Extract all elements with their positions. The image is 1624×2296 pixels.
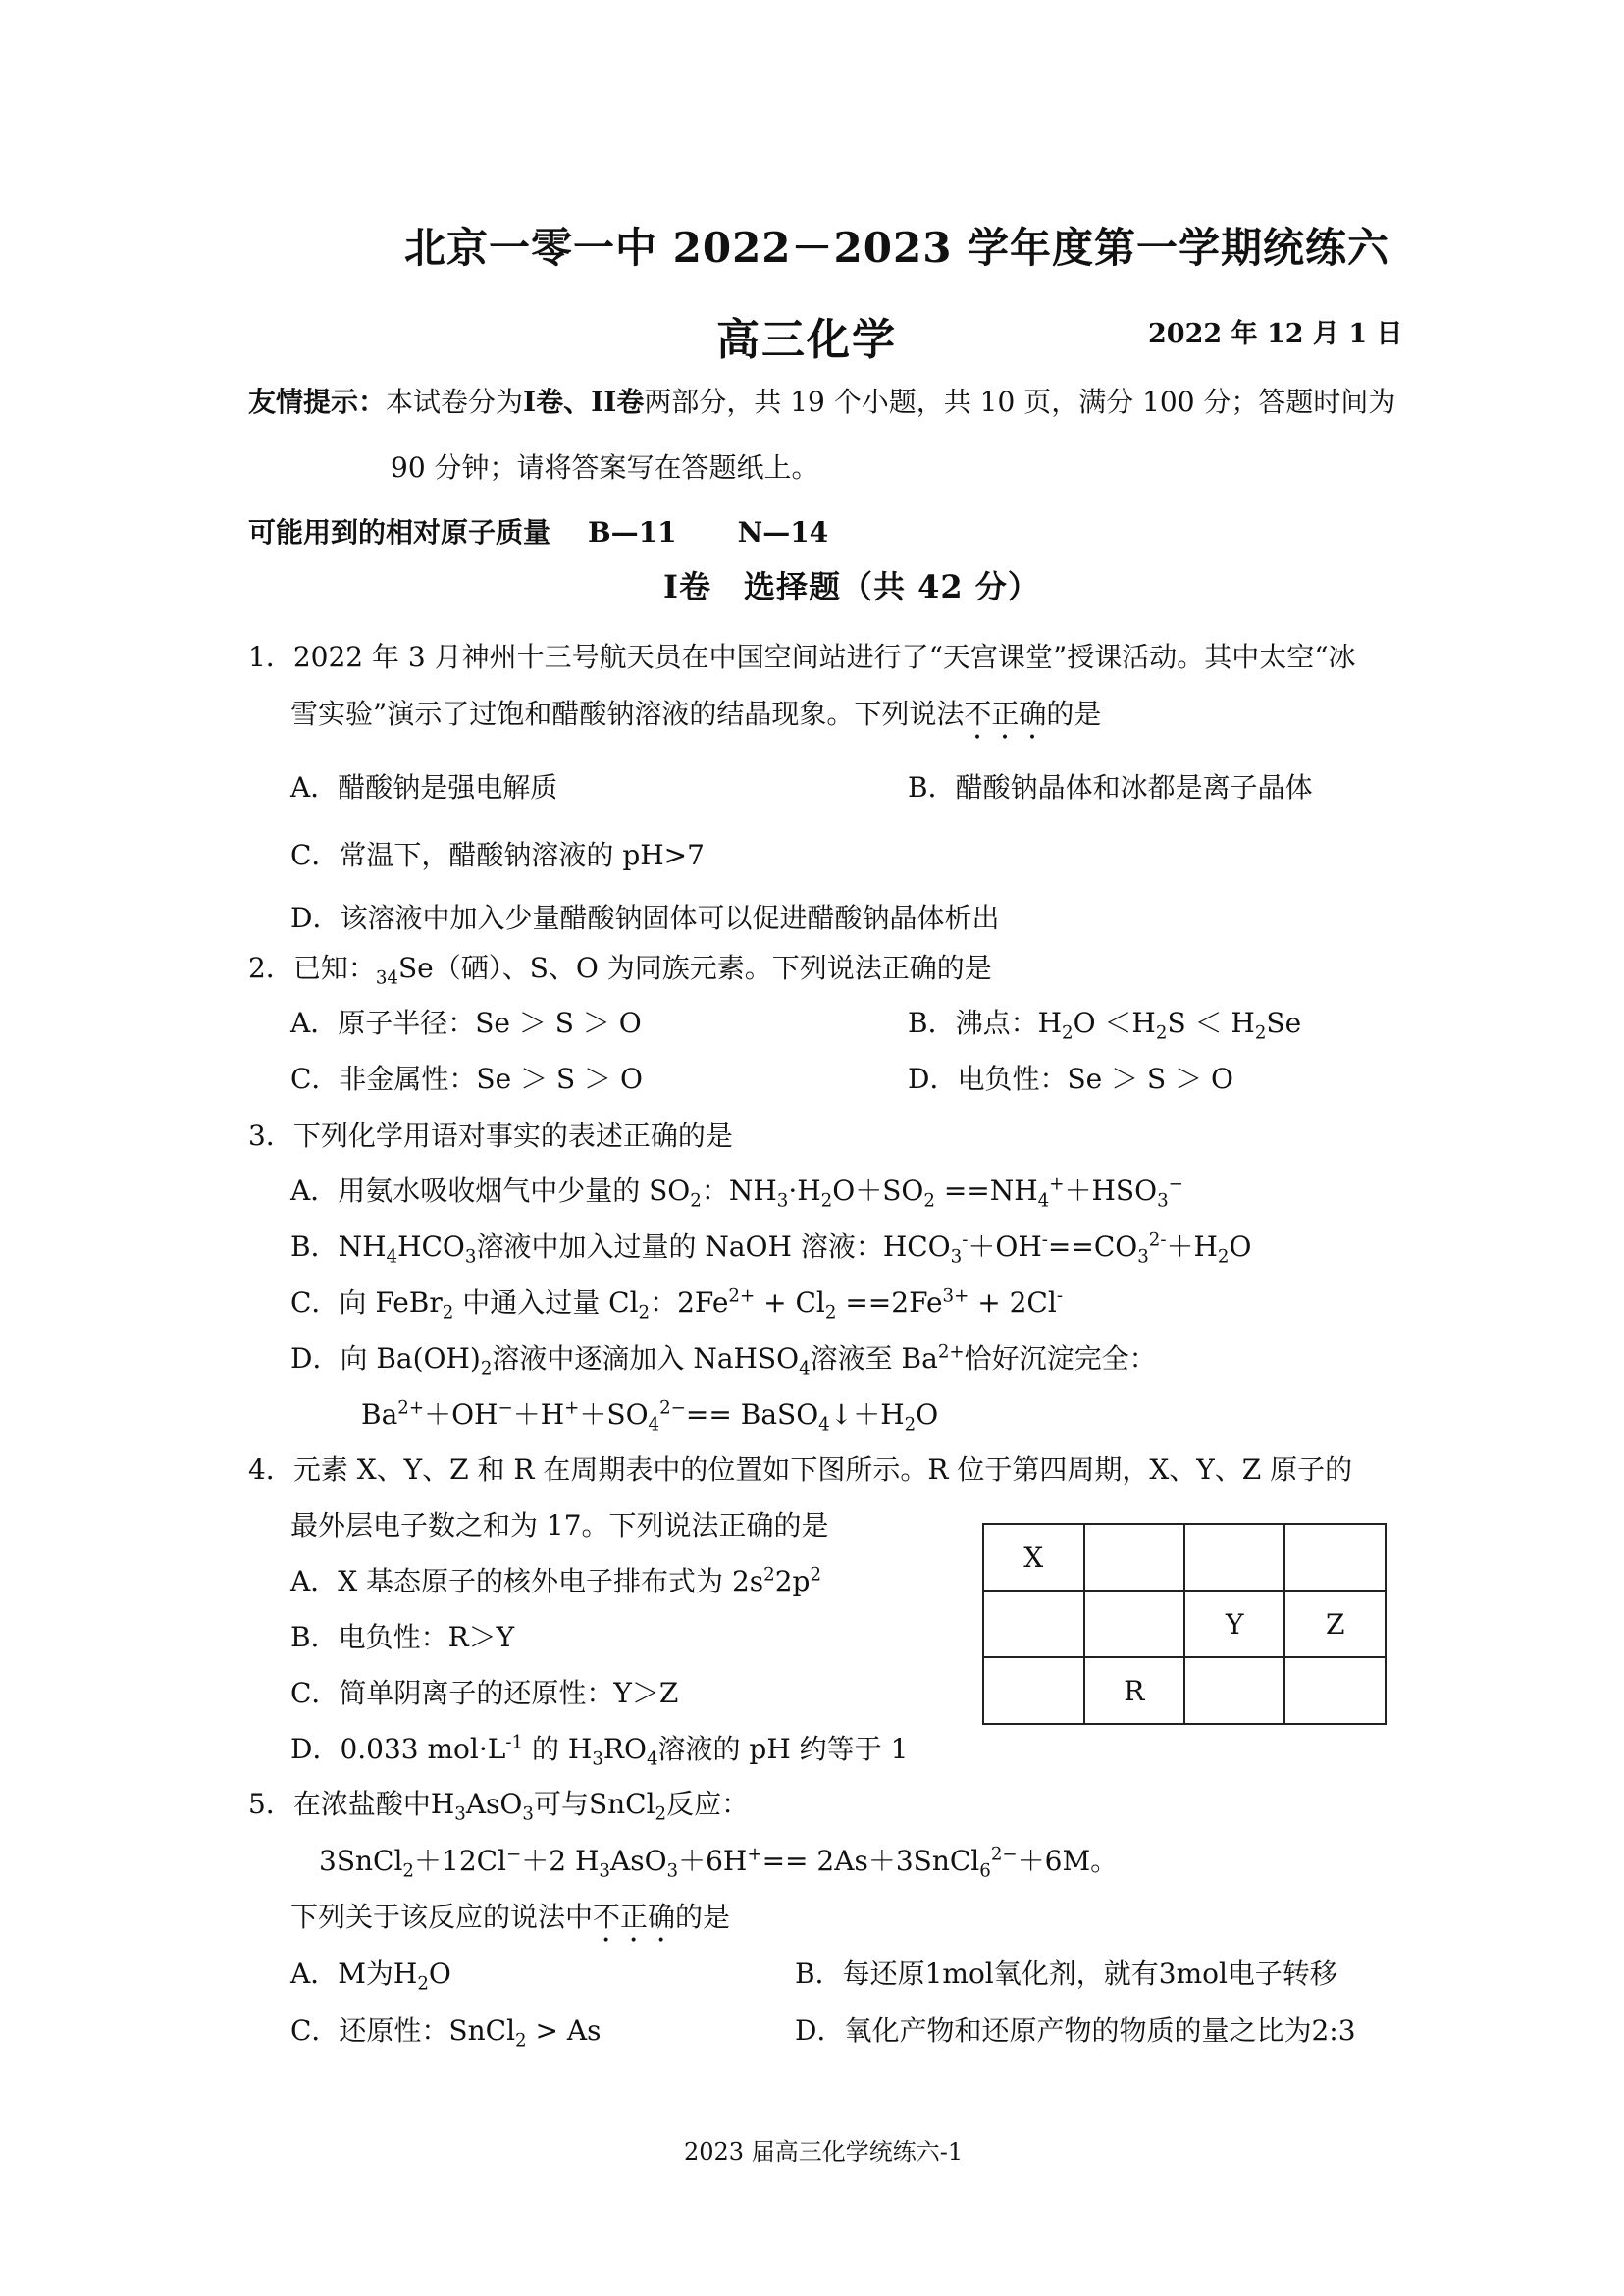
q1-option-c: C．常温下，醋酸钠溶液的 pH>7 [290,839,705,871]
section-title: I卷 选择题（共 42 分） [663,568,1040,605]
q1-option-a: A．醋酸钠是强电解质 [290,771,558,804]
table-row [983,1591,1386,1657]
q2-option-c: C．非金属性：Se ＞ S ＞ O [290,1063,643,1095]
q2-option-a: A．原子半径：Se ＞ S ＞ O [290,1007,642,1039]
table-cell [983,1657,1084,1724]
page-footer: 2023 届高三化学统练六-1 [684,2138,964,2166]
q3-stem: 3．下列化学用语对事实的表述正确的是 [248,1120,733,1152]
table-cell [983,1591,1084,1657]
table-cell [1084,1524,1185,1591]
table-cell: R [1084,1657,1185,1724]
q3-option-b: B．$NH_4HCO_3$溶液中加入过量的 NaOH 溶液：$HCO_3^-+OH^-==CO_3^{2-}+H_2O$ [290,1229,1252,1268]
table-cell [1084,1591,1185,1657]
q1-stem-line-2: 雪实验”演示了过饱和醋酸钠溶液的结晶现象。下列说法不正确的是 [290,698,1102,730]
table-cell: Y [1184,1591,1284,1657]
q4-option-d: D．0.033 $mol\cdot L^{-1}$ 的 $H_3RO_4$溶液的 pH 约等于 1 [290,1732,909,1770]
q3-option-c: C．向 FeBr$_2$ 中通入过量 $Cl_2$：$2Fe^{2+} + Cl_2 ==2Fe^{3+} + 2Cl^-$ [290,1285,1063,1324]
table-row [983,1657,1386,1724]
q5-question: 下列关于该反应的说法中不正确的是 [290,1901,731,1933]
atomic-mass-line: 可能用到的相对原子质量 B—11 N—14 [248,516,829,548]
q3-option-d-equation: $Ba^{2+}+OH^-+H^++SO_4^{2-}==$ $BaSO_4↓+H_2O$ [361,1397,939,1435]
q4-option-b: B．电负性：R＞Y [290,1621,515,1653]
table-cell: Z [1284,1591,1386,1657]
q5-option-c: C．还原性：SnCl$_2$ > As [290,2014,602,2052]
q4-stem-line-1: 4．元素 X、Y、Z 和 R 在周期表中的位置如下图所示。R 位于第四周期，X、Y、Z 原子的 [248,1453,1353,1486]
q1-option-b: B．醋酸钠晶体和冰都是离子晶体 [908,771,1313,804]
q5-option-d: D．氧化产物和还原产物的物质的量之比为2:3 [795,2014,1356,2047]
notice-label: 友情提示： [248,386,387,418]
q5-option-a: A．M为$H_2O$ [290,1957,451,1995]
page-subtitle: 高三化学 [716,315,897,365]
q4-option-a: A．X 基态原子的核外电子排布式为 $2s^22p^2$ [290,1564,822,1597]
table-cell [1184,1657,1284,1724]
periodic-table-fragment [982,1523,1387,1725]
q5-equation: 3SnCl$_2$＋12Cl−＋2 $H_3AsO_3+6H^+==$ 2As＋3SnCl$_6^{2-}$＋6M。 [319,1844,1119,1882]
table-cell [1284,1524,1386,1591]
page-title: 北京一零一中 2022－2023 学年度第一学期统练六 [404,224,1390,272]
q5-stem: 5．在浓盐酸中$H_3AsO_3$可与SnCl$_2$反应： [248,1788,750,1825]
q3-option-a: A．用氨水吸收烟气中少量的 $SO_2$：$NH_3\cdot H_2O+SO_2 ==NH_4^++HSO_3^-$ [290,1174,1183,1212]
q4-stem-line-2: 最外层电子数之和为 17。下列说法正确的是 [290,1509,829,1541]
table-cell: X [983,1524,1084,1591]
table-cell [1284,1657,1386,1724]
notice-line-2: 90 分钟；请将答案写在答题纸上。 [391,451,819,484]
table-cell [1184,1524,1284,1591]
q1-option-d: D．该溶液中加入少量醋酸钠固体可以促进醋酸钠晶体析出 [290,902,1000,934]
q5-option-b: B．每还原1mol氧化剂，就有3mol电子转移 [795,1957,1337,1990]
q3-option-d: D．向 $Ba(OH)_2$溶液中逐滴加入 NaHSO$_4$溶液至 $Ba^{2+}$恰好沉淀完全： [290,1341,1157,1380]
q2-option-d: D．电负性：Se ＞ S ＞ O [908,1063,1233,1095]
q2-option-b: B．沸点：$H_2O <H_2S < H_2Se$ [908,1007,1302,1044]
notice-line-1: 友情提示：本试卷分为I卷、II卷两部分，共 19 个小题，共 10 页，满分 100 分；答题时间为 [248,386,1396,418]
q4-option-c: C．简单阴离子的还原性：Y＞Z [290,1677,679,1709]
q2-stem: 2．已知：$_{34}$Se（硒）、S、O 为同族元素。下列说法正确的是 [248,952,992,989]
q1-stem-line-1: 1．2022 年 3 月神州十三号航天员在中国空间站进行了“天宫课堂”授课活动。其中太空“冰 [248,641,1356,673]
table-row [983,1524,1386,1591]
exam-date: 2022 年 12 月 1 日 [1148,319,1403,349]
